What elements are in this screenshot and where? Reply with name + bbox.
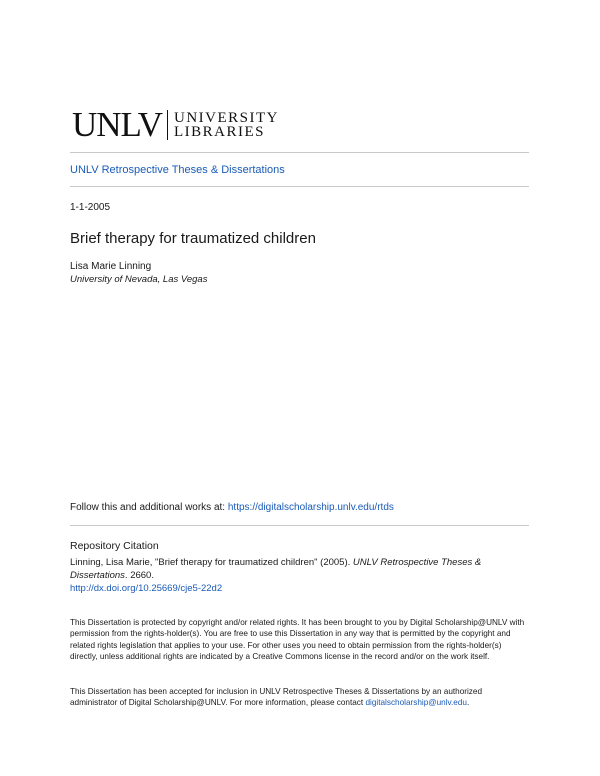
- acceptance-statement: [70, 686, 530, 709]
- divider-top: [70, 152, 529, 153]
- contact-email-link[interactable]: digitalscholarship@unlv.edu: [365, 698, 467, 708]
- follow-line: [70, 502, 394, 513]
- citation-body: [70, 556, 500, 595]
- follow-link[interactable]: https://digitalscholarship.unlv.edu/rtds: [227, 502, 394, 513]
- acceptance-end: .: [466, 698, 470, 708]
- publication-date: 1-1-2005: [70, 202, 111, 213]
- logo-mark: UNLV: [72, 105, 162, 144]
- citation-text: Linning, Lisa Marie, "Brief therapy for traumatized children" (2005).: [70, 557, 353, 568]
- divider-collection: [70, 186, 529, 187]
- citation-number: . 2660.: [124, 570, 154, 581]
- collection-link[interactable]: UNLV Retrospective Theses & Dissertations: [70, 164, 285, 176]
- institution-name: University of Nevada, Las Vegas: [70, 274, 208, 285]
- rights-statement: This Dissertation is protected by copyright and/or related rights. It has been brought to you by Digital Scholarship@UNLV with permission from the rights-holder(s). You are free to use this Dissertation in any way that is permitted by the copyright and related rights legislation that applies to your use. For other uses you need to obtain permission from the rights-holder(s) directly, unless additional rights are indicated by a Creative Commons license in the record and/or on the work itself.: [70, 618, 525, 662]
- citation-series: UNLV Retrospective Theses & Dissertations: [70, 557, 482, 581]
- author-name: Lisa Marie Linning: [70, 261, 152, 272]
- acceptance-text: This Dissertation has been accepted for inclusion in UNLV Retrospective Theses & Dissertations by an authorized administrator of Digital Scholarship@UNLV. For more information, please contact: [70, 687, 483, 708]
- follow-text: Follow this and additional works at:: [70, 502, 228, 513]
- logo-line-2: LIBRARIES: [174, 123, 266, 140]
- unlv-libraries-logo: [72, 107, 279, 142]
- logo-line-1: UNIVERSITY: [174, 109, 279, 126]
- citation-heading: Repository Citation: [70, 540, 159, 552]
- logo-divider: [167, 110, 168, 140]
- logo-text: [174, 111, 279, 139]
- divider-follow: [70, 525, 529, 526]
- doi-link[interactable]: http://dx.doi.org/10.25669/cje5-22d2: [70, 583, 223, 594]
- document-title: Brief therapy for traumatized children: [70, 230, 316, 247]
